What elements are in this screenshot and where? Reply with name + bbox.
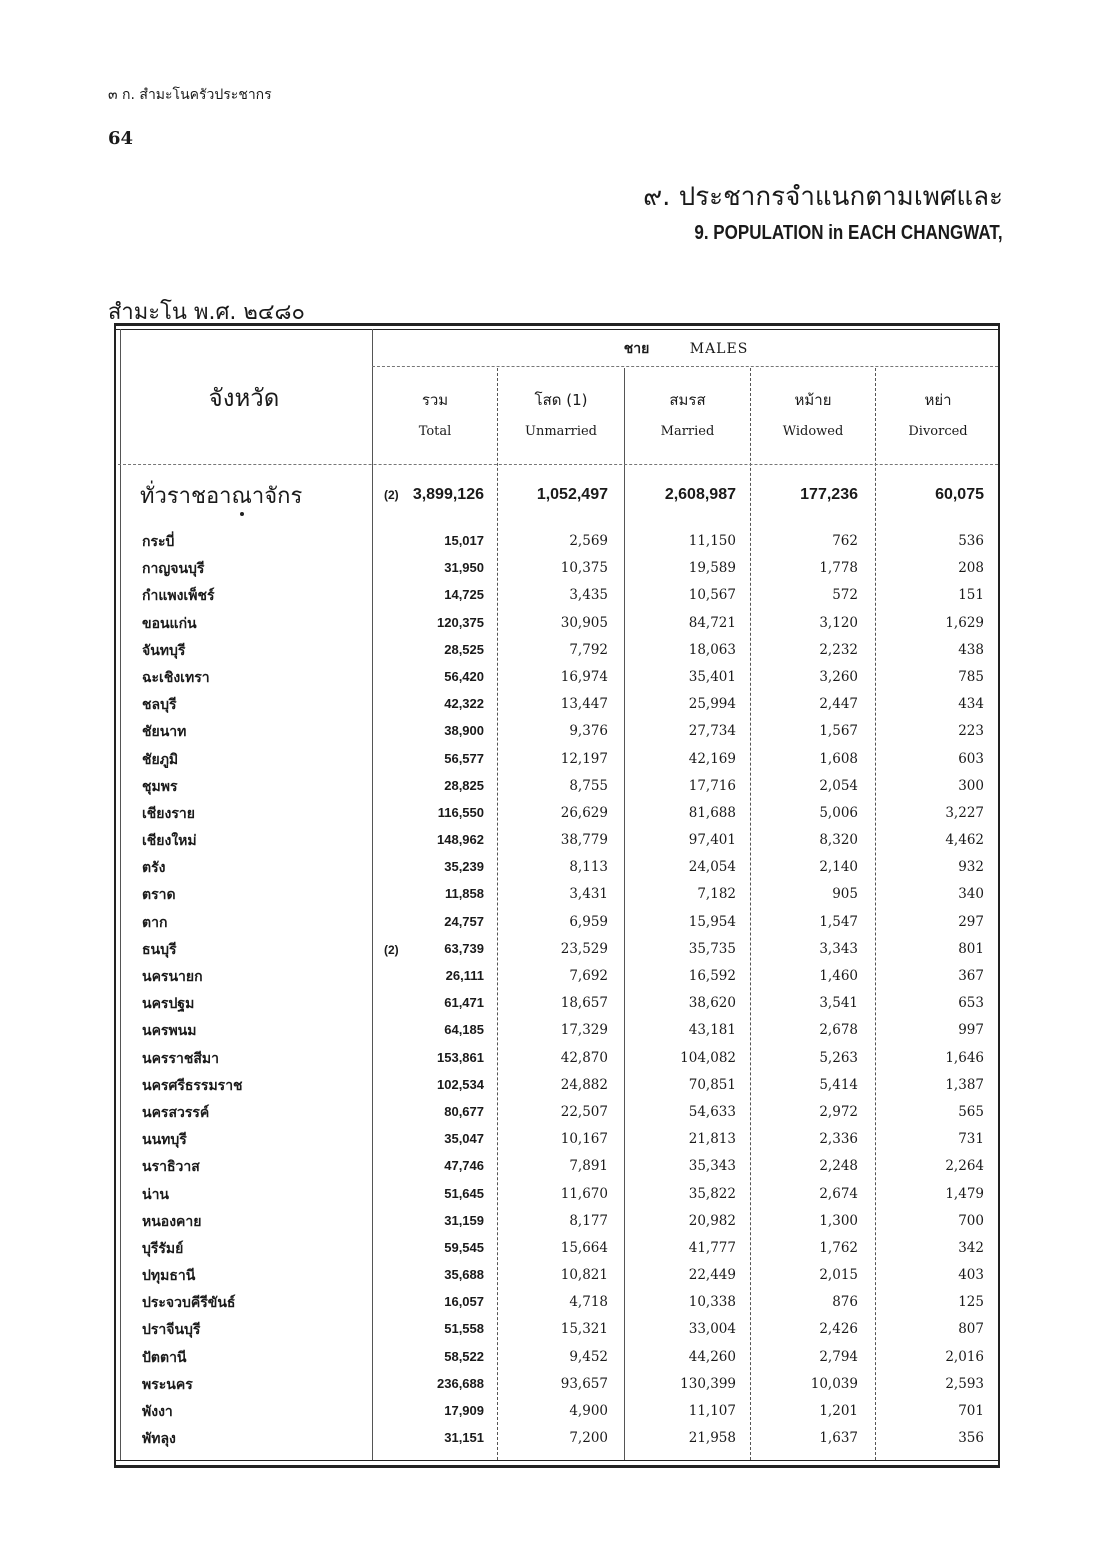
value-married: 25,994 [688,696,736,713]
province-name: ชุมพร [142,778,178,795]
value-divorced: 731 [958,1131,984,1148]
province-name: เชียงราย [142,805,195,822]
table-row [118,529,998,556]
value-unmarried: 6,959 [569,913,608,930]
value-widowed: 1,300 [819,1212,858,1229]
value-married: 21,813 [688,1131,736,1148]
stub-header: จังหวัด [208,384,280,412]
value-divorced: 342 [958,1239,984,1256]
value-total: 14,725 [444,587,484,603]
page-number: 64 [108,128,134,149]
value-total: 58,522 [444,1348,484,1364]
value-married: 43,181 [688,1022,736,1039]
column-header-english: Divorced [908,424,968,439]
table-bottom-rule [114,1460,1000,1461]
table-row [118,1372,998,1399]
value-married: 19,589 [688,560,736,577]
value-divorced: 807 [958,1321,984,1338]
value-total: 120,375 [437,614,484,630]
value-divorced: 60,075 [935,486,984,503]
province-name: นครพนม [142,1023,197,1040]
province-name: ปราจีนบุรี [142,1322,201,1339]
province-rows [118,529,998,1453]
province-name: กาญจนบุรี [142,561,205,578]
value-total: 26,111 [445,968,484,983]
province-name: นครนายก [142,969,203,985]
value-total: 16,057 [444,1294,484,1310]
province-name: ประจวบคีรีขันธ์ [142,1295,236,1312]
column-header-english: Widowed [782,424,844,439]
province-name: ตราด [142,887,176,904]
value-total: 56,577 [444,750,484,766]
row-name: ทั่วราชอาณาจักร [140,484,303,509]
value-widowed: 905 [832,886,858,903]
value-married: 42,169 [688,750,736,767]
table-row [118,991,998,1018]
value-married: 35,401 [688,668,736,685]
province-name: นครปฐม [142,996,195,1013]
value-unmarried: 38,779 [560,832,608,849]
province-name: กระบี่ [142,534,175,550]
table-row [118,882,998,909]
value-unmarried: 1,052,497 [536,486,608,503]
column-header-english: Total [418,424,452,439]
value-unmarried: 18,657 [560,995,608,1012]
value-unmarried: 11,670 [560,1185,608,1202]
table-row [118,828,998,855]
value-widowed: 3,541 [819,995,858,1012]
value-married: 10,338 [688,1294,736,1311]
table-row [118,665,998,692]
value-widowed: 1,608 [819,750,858,767]
province-name: นราธิวาส [142,1159,200,1176]
value-widowed: 1,460 [819,968,858,984]
value-married: 41,777 [688,1239,736,1256]
table-row [118,1317,998,1344]
group-header-rule [372,366,998,367]
header-bottom-rule [118,464,998,465]
value-unmarried: 16,974 [560,668,608,685]
table-row [118,1018,998,1045]
table-row [118,638,998,665]
value-divorced: 223 [958,723,984,740]
value-widowed: 1,547 [819,913,858,930]
value-widowed: 1,637 [819,1430,858,1447]
value-married: 81,688 [688,804,736,821]
value-total: 47,746 [444,1158,484,1174]
value-unmarried: 22,507 [560,1103,608,1120]
value-total: 61,471 [444,995,484,1011]
value-unmarried: 3,435 [569,587,608,604]
value-total: 31,950 [444,560,484,576]
value-divorced: 701 [958,1403,984,1419]
value-married: 54,633 [688,1103,736,1120]
value-widowed: 2,336 [819,1131,858,1148]
kingdom-total-row [118,478,998,512]
value-widowed: 10,039 [810,1375,858,1392]
value-unmarried: 15,664 [560,1239,608,1256]
column-header-thai: โสด (1) [534,391,588,409]
value-divorced: 603 [958,750,984,767]
value-married: 84,721 [688,614,736,631]
value-widowed: 572 [832,587,858,604]
value-divorced: 653 [958,995,984,1012]
column-header-thai: สมรส [669,391,706,409]
value-total: 59,545 [444,1239,484,1255]
value-total: 28,825 [444,777,484,793]
value-unmarried: 15,321 [560,1321,608,1338]
value-divorced: 297 [958,913,984,930]
value-unmarried: 4,718 [569,1294,608,1311]
value-married: 21,958 [688,1430,736,1447]
value-total: 116,550 [437,804,484,820]
province-name: ชลบุรี [142,697,177,714]
value-total: 35,688 [444,1267,484,1283]
value-widowed: 762 [832,533,858,549]
value-total: 24,757 [444,913,484,929]
value-unmarried: 26,629 [560,804,608,821]
column-header-unmarried [499,388,623,439]
value-divorced: 536 [958,533,984,549]
value-married: 7,182 [697,886,736,903]
value-total: 148,962 [437,832,484,848]
value-divorced: 208 [958,560,984,577]
value-unmarried: 10,167 [560,1131,608,1148]
province-name: ตรัง [142,860,166,877]
value-total: 153,861 [437,1049,484,1065]
value-married: 16,592 [688,968,736,984]
value-total: 56,420 [444,668,484,684]
group-header-thai: ชาย [623,341,650,357]
province-name: นครสวรรค์ [142,1104,210,1121]
table-row [118,747,998,774]
table-row [118,1182,998,1209]
province-name: พระนคร [142,1376,193,1393]
column-header-divorced [877,388,999,439]
value-married: 70,851 [688,1076,736,1093]
province-name: ชัยนาท [142,724,187,741]
column-header-english: Married [660,424,715,439]
value-married: 18,063 [688,641,736,658]
table-row [118,937,998,964]
value-married: 38,620 [688,995,736,1012]
value-married: 35,343 [688,1158,736,1175]
value-widowed: 1,762 [819,1239,858,1256]
value-divorced: 1,479 [945,1185,984,1202]
table-row [118,774,998,801]
footnote-marker: (2) [384,488,399,502]
column-header-thai: หม้าย [794,391,832,409]
value-married: 2,608,987 [664,486,736,503]
value-unmarried: 23,529 [560,940,608,957]
column-header-married [626,388,749,439]
province-name: ปทุมธานี [142,1268,196,1285]
running-header: ๓ ก. สำมะโนครัวประชากร [108,87,272,103]
value-married: 35,822 [688,1185,736,1202]
value-widowed: 5,263 [819,1049,858,1066]
value-total: 31,151 [444,1430,484,1446]
value-total: 28,525 [444,641,484,657]
value-widowed: 2,054 [819,777,858,794]
value-divorced: 151 [958,587,984,604]
value-total: 35,239 [444,859,484,875]
value-total: 102,534 [437,1076,484,1092]
table-row [118,583,998,610]
province-name: ขอนแก่น [142,615,197,632]
value-widowed: 2,678 [819,1022,858,1039]
table-row [118,1290,998,1317]
value-unmarried: 4,900 [569,1403,608,1419]
column-header-widowed [752,388,874,439]
table-row [118,1236,998,1263]
value-total: 31,159 [444,1212,484,1228]
value-unmarried: 8,113 [569,859,608,876]
value-divorced: 340 [958,886,984,903]
group-header-english: MALES [689,341,749,357]
value-married: 11,107 [688,1403,736,1419]
value-widowed: 2,674 [819,1185,858,1202]
value-divorced: 356 [958,1430,984,1447]
table-row [118,1073,998,1100]
value-divorced: 801 [958,940,984,957]
value-unmarried: 93,657 [560,1375,608,1392]
province-name: จันทบุรี [142,642,186,659]
value-divorced: 1,646 [945,1049,984,1066]
value-widowed: 876 [832,1294,858,1311]
table-row [118,1263,998,1290]
value-unmarried: 12,197 [560,750,608,767]
column-header-total [374,388,496,439]
table-row [118,801,998,828]
census-label: สำมะโน พ.ศ. ๒๔๘๐ [108,300,305,325]
value-unmarried: 10,821 [560,1267,608,1284]
value-widowed: 8,320 [819,832,858,849]
value-total: 3,899,126 [412,486,484,503]
value-total: 51,558 [444,1321,484,1337]
table-row [118,855,998,882]
value-total: 42,322 [444,696,484,712]
value-widowed: 2,248 [819,1158,858,1175]
table-row [118,556,998,583]
value-total: 17,909 [444,1403,484,1418]
value-unmarried: 3,431 [569,886,608,903]
province-name: ปัตตานี [142,1349,187,1366]
value-widowed: 2,232 [819,641,858,658]
value-unmarried: 10,375 [560,560,608,577]
value-divorced: 403 [958,1267,984,1284]
province-name: พังงา [142,1404,173,1420]
province-name: น่าน [142,1186,170,1203]
province-name: ตาก [142,914,168,931]
province-name: กำแพงเพ็ชร์ [142,588,215,605]
value-unmarried: 42,870 [560,1049,608,1066]
value-unmarried: 17,329 [560,1022,608,1039]
province-name: ฉะเชิงเทรา [142,669,210,686]
table-row [118,719,998,746]
value-married: 24,054 [688,859,736,876]
value-divorced: 1,387 [945,1076,984,1093]
table-row [118,1426,998,1453]
value-unmarried: 9,452 [569,1348,608,1365]
value-married: 33,004 [688,1321,736,1338]
province-name: ชัยภูมิ [142,751,179,768]
table-row [118,964,998,991]
province-name: นนทบุรี [142,1132,187,1149]
value-widowed: 2,794 [819,1348,858,1365]
value-married: 130,399 [680,1375,736,1392]
province-name: หนองคาย [142,1213,202,1230]
bullet-mark [240,512,244,516]
value-unmarried: 7,692 [569,968,608,984]
value-widowed: 1,778 [819,560,858,577]
value-widowed: 2,426 [819,1321,858,1338]
value-unmarried: 8,177 [569,1212,608,1229]
value-married: 10,567 [688,587,736,604]
table-row [118,692,998,719]
province-name: เชียงใหม่ [142,833,197,850]
value-divorced: 4,462 [945,832,984,849]
table-row [118,1345,998,1372]
table-row [118,910,998,937]
table-row [118,1399,998,1426]
value-divorced: 700 [958,1212,984,1229]
value-widowed: 5,414 [819,1076,858,1093]
column-header-thai: รวม [421,391,449,409]
value-unmarried: 9,376 [569,723,608,740]
value-total: 38,900 [444,723,484,739]
value-total: 51,645 [444,1185,484,1201]
table-top-rule [114,329,1000,330]
value-married: 20,982 [688,1212,736,1229]
value-widowed: 3,260 [819,668,858,685]
value-unmarried: 24,882 [560,1076,608,1093]
province-name: บุรีรัมย์ [142,1240,184,1257]
value-divorced: 2,264 [945,1158,984,1175]
value-unmarried: 30,905 [560,614,608,631]
value-divorced: 434 [958,696,984,713]
province-name: นครศรีธรรมราช [142,1077,243,1094]
value-total: 63,739 [444,940,484,956]
value-widowed: 2,015 [819,1267,858,1284]
value-married: 104,082 [680,1049,736,1066]
value-divorced: 3,227 [945,804,984,821]
value-married: 15,954 [688,913,736,930]
value-widowed: 1,567 [819,723,858,740]
value-married: 22,449 [688,1267,736,1284]
province-name: ธนบุรี [142,941,177,958]
column-header-thai: หย่า [924,391,952,409]
value-total: 236,688 [437,1375,484,1391]
table-title-english: 9. POPULATION in EACH CHANGWAT, [694,222,1003,244]
value-divorced: 125 [958,1294,984,1311]
value-unmarried: 2,569 [569,533,608,549]
value-divorced: 932 [958,859,984,876]
value-total: 11,858 [444,886,484,902]
value-widowed: 2,447 [819,696,858,713]
value-married: 11,150 [688,533,736,549]
value-married: 44,260 [688,1348,736,1365]
value-unmarried: 7,891 [569,1158,608,1175]
value-divorced: 2,593 [945,1375,984,1392]
value-unmarried: 7,200 [569,1430,608,1447]
value-unmarried: 8,755 [569,777,608,794]
value-widowed: 2,140 [819,859,858,876]
value-total: 64,185 [444,1022,484,1038]
table-row [118,611,998,638]
table-row [118,1127,998,1154]
value-married: 35,735 [688,940,736,957]
value-widowed: 3,343 [819,940,858,957]
value-divorced: 1,629 [945,614,984,631]
province-name: นครราชสีมา [142,1050,219,1067]
value-divorced: 785 [958,668,984,685]
table-row [118,1046,998,1073]
value-divorced: 367 [958,968,984,984]
value-divorced: 300 [958,777,984,794]
province-name: พัทลุง [142,1431,176,1448]
table-row [118,1154,998,1181]
table-row [118,1209,998,1236]
value-total: 80,677 [444,1103,484,1119]
value-widowed: 5,006 [819,804,858,821]
value-total: 15,017 [444,533,484,548]
value-divorced: 2,016 [945,1348,984,1365]
footnote-marker: (2) [384,942,399,957]
value-divorced: 438 [958,641,984,658]
value-widowed: 3,120 [819,614,858,631]
value-widowed: 177,236 [800,486,858,503]
value-married: 27,734 [688,723,736,740]
value-unmarried: 13,447 [560,696,608,713]
value-unmarried: 7,792 [569,641,608,658]
table-row [118,1100,998,1127]
group-header-males [372,338,1000,360]
column-header-english: Unmarried [524,424,597,439]
value-married: 17,716 [688,777,736,794]
value-total: 35,047 [444,1131,484,1147]
value-widowed: 2,972 [819,1103,858,1120]
value-married: 97,401 [688,832,736,849]
value-divorced: 565 [958,1103,984,1120]
value-divorced: 997 [958,1022,984,1039]
value-widowed: 1,201 [819,1403,858,1419]
table-title-thai: ๙. ประชากรจำแนกตามเพศและ [643,182,1003,212]
